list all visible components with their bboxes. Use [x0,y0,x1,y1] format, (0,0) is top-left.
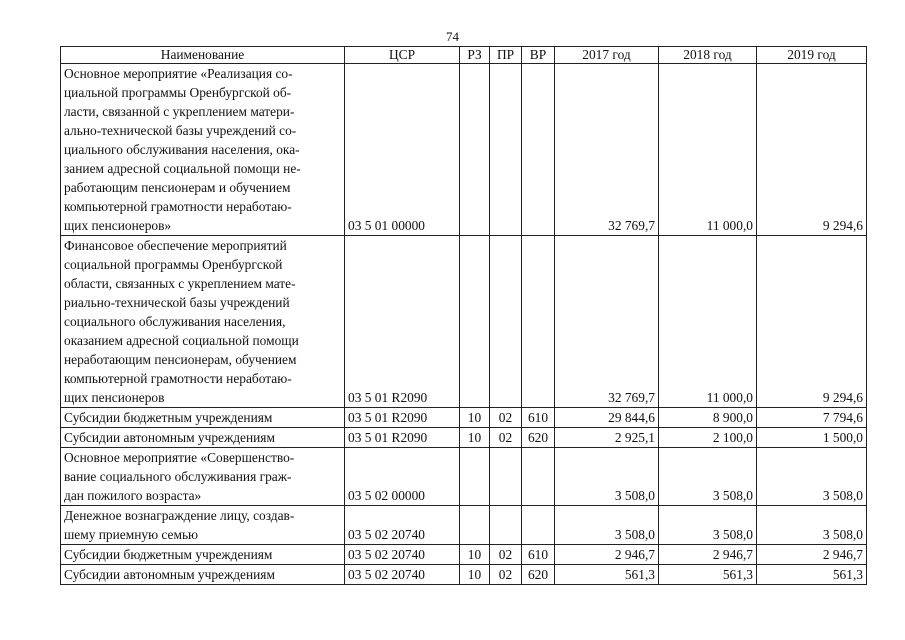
row-vr [522,236,555,408]
row-name-line: области, связанных с укреплением мате- [64,276,296,291]
row-name-line: Субсидии бюджетным учреждениям [64,410,273,425]
row-name [61,565,345,585]
row-rz: 10 [460,428,490,448]
row-vr: 610 [522,545,555,565]
row-name-line: ально-технической базы учреждений со- [64,123,297,138]
row-name-line: ласти, связанной с укреплением матери- [64,104,295,119]
row-name-line: неработающим пенсионерам, обучением [64,352,297,367]
row-name-line: работающим пенсионерам и обучением [64,180,291,195]
row-2019: 3 508,0 [757,448,867,506]
row-vr [522,64,555,236]
row-name-line: Основное мероприятие «Совершенство- [64,450,295,465]
row-vr: 620 [522,565,555,585]
row-rz: 10 [460,545,490,565]
budget-table [60,46,867,585]
table-row [61,236,867,408]
row-pr: 02 [490,428,522,448]
table-row [61,545,867,565]
row-name-line: Основное мероприятие «Реализация со- [64,66,293,81]
table-row [61,408,867,428]
row-name-line: социального обслуживания населения, [64,314,286,329]
row-name-line: шему приемную семью [64,527,199,542]
row-pr [490,64,522,236]
row-2018: 11 000,0 [659,236,757,408]
row-2018: 561,3 [659,565,757,585]
row-vr [522,448,555,506]
table-row [61,565,867,585]
row-name-line: Субсидии автономным учреждениям [64,430,275,445]
row-2018: 11 000,0 [659,64,757,236]
row-csr: 03 5 02 00000 [345,448,460,506]
row-2018: 2 100,0 [659,428,757,448]
col-header-csr: ЦСР [345,47,460,64]
row-rz: 10 [460,408,490,428]
row-name-line: занием адресной социальной помощи не- [64,161,301,176]
row-2018: 3 508,0 [659,448,757,506]
row-name [61,428,345,448]
row-name-line: компьютерной грамотности неработаю- [64,371,292,386]
row-name-line: Субсидии бюджетным учреждениям [64,547,273,562]
row-csr: 03 5 01 R2090 [345,236,460,408]
row-name-line: Субсидии автономным учреждениям [64,567,275,582]
row-2019: 1 500,0 [757,428,867,448]
row-vr: 620 [522,428,555,448]
col-header-vr: ВР [522,47,555,64]
row-name [61,64,345,236]
row-pr [490,448,522,506]
row-csr: 03 5 02 20740 [345,506,460,545]
row-2019: 3 508,0 [757,506,867,545]
row-name-line: циальной программы Оренбургской об- [64,85,292,100]
row-2019: 9 294,6 [757,236,867,408]
row-csr: 03 5 01 R2090 [345,408,460,428]
row-rz [460,448,490,506]
row-2017: 3 508,0 [555,506,659,545]
col-header-name: Наименование [61,47,345,64]
col-header-pr: ПР [490,47,522,64]
page-number: 74 [446,29,459,44]
row-name [61,545,345,565]
table-row [61,506,867,545]
row-2018: 8 900,0 [659,408,757,428]
row-name-line: компьютерной грамотности неработаю- [64,199,292,214]
row-rz [460,236,490,408]
col-header-rz: РЗ [460,47,490,64]
table-row [61,428,867,448]
row-vr [522,506,555,545]
row-csr: 03 5 01 00000 [345,64,460,236]
row-pr [490,506,522,545]
col-header-2017: 2017 год [555,47,659,64]
row-name [61,448,345,506]
row-rz [460,64,490,236]
row-name-line: щих пенсионеров [64,390,165,405]
table-row [61,64,867,236]
row-2017: 2 946,7 [555,545,659,565]
row-csr: 03 5 01 R2090 [345,428,460,448]
table-header [61,47,867,64]
row-csr: 03 5 02 20740 [345,565,460,585]
row-name [61,236,345,408]
row-2017: 32 769,7 [555,236,659,408]
row-name-line: риально-технической базы учреждений [64,295,290,310]
row-pr: 02 [490,565,522,585]
row-csr: 03 5 02 20740 [345,545,460,565]
row-2019: 9 294,6 [757,64,867,236]
row-2017: 2 925,1 [555,428,659,448]
row-name-line: щих пенсионеров» [64,218,172,233]
col-header-2018: 2018 год [659,47,757,64]
row-name-line: Финансовое обеспечение мероприятий [64,238,287,253]
table-body [61,64,867,585]
row-name-line: социальной программы Оренбургской [64,257,283,272]
row-name-line: Денежное вознаграждение лицу, создав- [64,508,295,523]
row-pr [490,236,522,408]
row-rz: 10 [460,565,490,585]
row-vr: 610 [522,408,555,428]
row-2019: 2 946,7 [757,545,867,565]
header-row [61,47,867,64]
table-row [61,448,867,506]
row-2017: 32 769,7 [555,64,659,236]
row-2018: 3 508,0 [659,506,757,545]
row-2018: 2 946,7 [659,545,757,565]
row-2019: 7 794,6 [757,408,867,428]
row-2019: 561,3 [757,565,867,585]
row-name-line: вание социального обслуживания граж- [64,469,292,484]
row-name-line: оказанием адресной социальной помощи [64,333,299,348]
row-name [61,408,345,428]
row-name [61,506,345,545]
row-pr: 02 [490,408,522,428]
row-pr: 02 [490,545,522,565]
row-2017: 3 508,0 [555,448,659,506]
row-name-line: дан пожилого возраста» [64,488,202,503]
row-rz [460,506,490,545]
row-2017: 561,3 [555,565,659,585]
row-2017: 29 844,6 [555,408,659,428]
col-header-2019: 2019 год [757,47,867,64]
row-name-line: циального обслуживания населения, ока- [64,142,300,157]
